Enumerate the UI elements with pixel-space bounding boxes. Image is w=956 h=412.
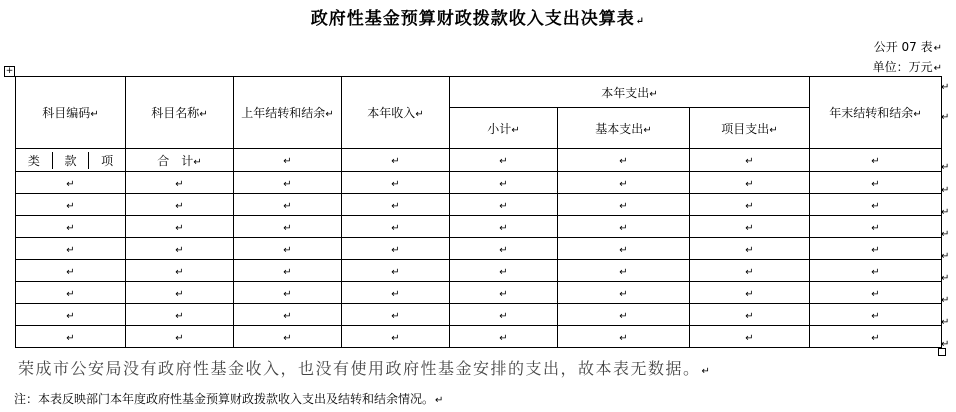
paragraph-mark-icon: ↵ bbox=[619, 222, 628, 234]
paragraph-mark-icon: ↵ bbox=[871, 178, 880, 190]
table-cell[interactable] bbox=[810, 304, 942, 326]
table-cell[interactable] bbox=[450, 326, 558, 348]
budget-table bbox=[15, 76, 942, 348]
paragraph-mark-icon: ↵ bbox=[66, 244, 75, 256]
table-cell[interactable] bbox=[342, 282, 450, 304]
header-subject-name: 科目名称↵ bbox=[126, 77, 234, 149]
table-cell[interactable] bbox=[126, 304, 234, 326]
end-of-row-mark-icon: ↵ bbox=[941, 273, 950, 284]
header-section: 款 bbox=[52, 152, 89, 169]
paragraph-mark-icon: ↵ bbox=[283, 310, 292, 322]
header-subject-code: 科目编码↵ bbox=[16, 77, 126, 149]
table-body bbox=[16, 172, 942, 348]
paragraph-mark-icon: ↵ bbox=[871, 266, 880, 278]
table-cell[interactable] bbox=[16, 172, 126, 194]
table-cell[interactable] bbox=[234, 304, 342, 326]
table-cell[interactable] bbox=[126, 238, 234, 260]
paragraph-mark-icon: ↵ bbox=[175, 332, 184, 344]
paragraph-mark-icon: ↵ bbox=[871, 310, 880, 322]
table-cell[interactable] bbox=[126, 172, 234, 194]
table-cell[interactable] bbox=[16, 304, 126, 326]
table-cell[interactable] bbox=[126, 326, 234, 348]
table-cell[interactable] bbox=[234, 238, 342, 260]
paragraph-mark-icon: ↵ bbox=[499, 200, 508, 212]
paragraph-mark-icon: ↵ bbox=[66, 310, 75, 322]
table-cell[interactable] bbox=[558, 172, 690, 194]
header-basic: 基本支出↵ bbox=[558, 108, 690, 149]
table-cell[interactable] bbox=[810, 326, 942, 348]
table-cell[interactable] bbox=[558, 326, 690, 348]
paragraph-mark-icon: ↵ bbox=[66, 332, 75, 344]
paragraph-mark-icon: ↵ bbox=[283, 178, 292, 190]
no-data-statement: 荣成市公安局没有政府性基金收入，也没有使用政府性基金安排的支出，故本表无数据。↵ bbox=[18, 359, 712, 378]
header-class: 类 bbox=[27, 153, 40, 168]
table-cell[interactable] bbox=[450, 194, 558, 216]
paragraph-mark-icon: ↵ bbox=[175, 266, 184, 278]
paragraph-mark-icon: ↵ bbox=[499, 310, 508, 322]
end-of-row-mark-icon: ↵ bbox=[941, 112, 950, 123]
table-cell[interactable] bbox=[342, 172, 450, 194]
paragraph-mark-icon: ↵ bbox=[175, 310, 184, 322]
total-cell[interactable]: ↵ bbox=[342, 149, 450, 172]
table-row bbox=[16, 304, 942, 326]
paragraph-mark-icon: ↵ bbox=[66, 222, 75, 234]
table-cell[interactable] bbox=[450, 304, 558, 326]
paragraph-mark-icon: ↵ bbox=[871, 288, 880, 300]
paragraph-mark-icon: ↵ bbox=[175, 178, 184, 190]
table-cell[interactable] bbox=[342, 326, 450, 348]
table-cell[interactable] bbox=[810, 216, 942, 238]
table-cell[interactable] bbox=[234, 216, 342, 238]
table-cell[interactable] bbox=[558, 216, 690, 238]
paragraph-mark-icon: ↵ bbox=[283, 332, 292, 344]
total-cell[interactable]: ↵ bbox=[234, 149, 342, 172]
paragraph-mark-icon: ↵ bbox=[391, 244, 400, 256]
table-cell[interactable] bbox=[234, 326, 342, 348]
paragraph-mark-icon: ↵ bbox=[619, 332, 628, 344]
table-cell[interactable] bbox=[558, 194, 690, 216]
paragraph-mark-icon: ↵ bbox=[745, 266, 754, 278]
table-cell[interactable] bbox=[16, 282, 126, 304]
paragraph-mark-icon: ↵ bbox=[499, 288, 508, 300]
paragraph-mark-icon: ↵ bbox=[175, 288, 184, 300]
paragraph-mark-icon: ↵ bbox=[283, 244, 292, 256]
header-prev-balance: 上年结转和结余↵ bbox=[234, 77, 342, 149]
table-cell[interactable] bbox=[234, 260, 342, 282]
end-of-row-mark-icon: ↵ bbox=[941, 82, 950, 93]
table-cell[interactable] bbox=[342, 194, 450, 216]
total-cell[interactable]: ↵ bbox=[810, 149, 942, 172]
paragraph-mark-icon: ↵ bbox=[391, 310, 400, 322]
table-cell[interactable] bbox=[126, 194, 234, 216]
table-cell[interactable] bbox=[234, 282, 342, 304]
table-cell[interactable] bbox=[342, 260, 450, 282]
paragraph-mark-icon: ↵ bbox=[391, 288, 400, 300]
header-expense-group: 本年支出↵ bbox=[450, 77, 810, 108]
paragraph-mark-icon: ↵ bbox=[66, 178, 75, 190]
paragraph-mark-icon: ↵ bbox=[871, 200, 880, 212]
table-cell[interactable] bbox=[16, 216, 126, 238]
end-of-row-mark-icon: ↵ bbox=[941, 185, 950, 196]
paragraph-mark-icon: ↵ bbox=[619, 178, 628, 190]
table-row bbox=[16, 260, 942, 282]
paragraph-mark-icon: ↵ bbox=[391, 222, 400, 234]
table-cell[interactable] bbox=[450, 282, 558, 304]
paragraph-mark-icon: ↵ bbox=[619, 200, 628, 212]
table-cell[interactable] bbox=[558, 260, 690, 282]
header-income: 本年收入↵ bbox=[342, 77, 450, 149]
table-row bbox=[16, 216, 942, 238]
paragraph-mark-icon: ↵ bbox=[66, 200, 75, 212]
paragraph-mark-icon: ↵ bbox=[619, 310, 628, 322]
table-cell[interactable] bbox=[690, 304, 810, 326]
paragraph-mark-icon: ↵ bbox=[619, 266, 628, 278]
paragraph-mark-icon: ↵ bbox=[871, 332, 880, 344]
paragraph-mark-icon: ↵ bbox=[391, 200, 400, 212]
table-row bbox=[16, 326, 942, 348]
table-cell[interactable] bbox=[16, 260, 126, 282]
doc-number: 公开 07 表↵ bbox=[873, 40, 942, 54]
table-cell[interactable] bbox=[810, 260, 942, 282]
table-cell[interactable] bbox=[450, 260, 558, 282]
table-cell[interactable] bbox=[16, 238, 126, 260]
header-class-section-item bbox=[16, 149, 126, 172]
table-cell[interactable] bbox=[450, 216, 558, 238]
paragraph-mark-icon: ↵ bbox=[175, 222, 184, 234]
table-row bbox=[16, 172, 942, 194]
paragraph-mark-icon: ↵ bbox=[871, 222, 880, 234]
total-cell[interactable]: ↵ bbox=[450, 149, 558, 172]
table-cell[interactable] bbox=[450, 172, 558, 194]
table-cell[interactable] bbox=[342, 216, 450, 238]
end-of-row-mark-icon: ↵ bbox=[941, 317, 950, 328]
paragraph-mark-icon: ↵ bbox=[745, 332, 754, 344]
header-end-balance: 年末结转和结余↵ bbox=[810, 77, 942, 149]
total-label: 合 计↵ bbox=[126, 149, 234, 172]
table-footnote: 注：本表反映部门本年度政府性基金预算财政拨款收入支出及结转和结余情况。↵ bbox=[14, 392, 444, 406]
end-of-row-mark-icon: ↵ bbox=[941, 207, 950, 218]
table-cell[interactable] bbox=[690, 216, 810, 238]
header-subtotal: 小计↵ bbox=[450, 108, 558, 149]
paragraph-mark-icon: ↵ bbox=[871, 244, 880, 256]
table-row bbox=[16, 282, 942, 304]
paragraph-mark-icon: ↵ bbox=[283, 200, 292, 212]
table-cell[interactable] bbox=[342, 238, 450, 260]
table-cell[interactable] bbox=[234, 172, 342, 194]
table-cell[interactable] bbox=[558, 304, 690, 326]
paragraph-mark-icon: ↵ bbox=[391, 178, 400, 190]
table-cell[interactable] bbox=[690, 172, 810, 194]
paragraph-mark-icon: ↵ bbox=[745, 244, 754, 256]
end-of-row-mark-icon: ↵ bbox=[941, 162, 950, 173]
paragraph-mark-icon: ↵ bbox=[499, 222, 508, 234]
end-of-row-mark-icon: ↵ bbox=[941, 251, 950, 262]
paragraph-mark-icon: ↵ bbox=[283, 288, 292, 300]
paragraph-mark-icon: ↵ bbox=[745, 310, 754, 322]
paragraph-mark-icon: ↵ bbox=[499, 178, 508, 190]
table-cell[interactable] bbox=[126, 282, 234, 304]
table-row bbox=[16, 194, 942, 216]
table-cell[interactable] bbox=[690, 260, 810, 282]
table-cell[interactable] bbox=[690, 282, 810, 304]
table-cell[interactable] bbox=[16, 326, 126, 348]
paragraph-mark-icon: ↵ bbox=[283, 222, 292, 234]
total-cell[interactable]: ↵ bbox=[558, 149, 690, 172]
header-project: 项目支出↵ bbox=[690, 108, 810, 149]
paragraph-mark-icon: ↵ bbox=[66, 288, 75, 300]
header-item: 项 bbox=[88, 152, 125, 169]
table-cell[interactable] bbox=[810, 238, 942, 260]
paragraph-mark-icon: ↵ bbox=[745, 178, 754, 190]
table-cell[interactable] bbox=[126, 260, 234, 282]
paragraph-mark-icon: ↵ bbox=[66, 266, 75, 278]
end-of-row-mark-icon: ↵ bbox=[941, 229, 950, 240]
paragraph-mark-icon: ↵ bbox=[175, 244, 184, 256]
paragraph-mark-icon: ↵ bbox=[619, 288, 628, 300]
table-cell[interactable] bbox=[690, 238, 810, 260]
table-cell[interactable] bbox=[234, 194, 342, 216]
table-cell[interactable] bbox=[16, 194, 126, 216]
table-cell[interactable] bbox=[342, 304, 450, 326]
unit-label: 单位：万元↵ bbox=[872, 60, 942, 74]
table-cell[interactable] bbox=[810, 172, 942, 194]
table-cell[interactable] bbox=[810, 194, 942, 216]
table-row bbox=[16, 238, 942, 260]
paragraph-mark-icon: ↵ bbox=[745, 288, 754, 300]
table-cell[interactable] bbox=[558, 282, 690, 304]
paragraph-mark-icon: ↵ bbox=[619, 244, 628, 256]
end-of-row-mark-icon: ↵ bbox=[941, 295, 950, 306]
table-cell[interactable] bbox=[690, 194, 810, 216]
total-cell[interactable]: ↵ bbox=[690, 149, 810, 172]
table-cell[interactable] bbox=[126, 216, 234, 238]
page-title: 政府性基金预算财政拨款收入支出决算表↵ bbox=[310, 9, 646, 29]
paragraph-mark-icon: ↵ bbox=[499, 266, 508, 278]
paragraph-mark-icon: ↵ bbox=[499, 244, 508, 256]
paragraph-mark-icon: ↵ bbox=[745, 200, 754, 212]
paragraph-mark-icon: ↵ bbox=[283, 266, 292, 278]
paragraph-mark-icon: ↵ bbox=[391, 266, 400, 278]
table-cell[interactable] bbox=[450, 238, 558, 260]
table-move-handle-icon[interactable]: + bbox=[5, 66, 14, 76]
paragraph-mark-icon: ↵ bbox=[391, 332, 400, 344]
table-cell[interactable] bbox=[690, 326, 810, 348]
paragraph-mark-icon: ↵ bbox=[175, 200, 184, 212]
paragraph-mark-icon: ↵ bbox=[745, 222, 754, 234]
paragraph-mark-icon: ↵ bbox=[499, 332, 508, 344]
table-cell[interactable] bbox=[558, 238, 690, 260]
end-of-row-mark-icon: ↵ bbox=[941, 339, 950, 350]
table-cell[interactable] bbox=[810, 282, 942, 304]
